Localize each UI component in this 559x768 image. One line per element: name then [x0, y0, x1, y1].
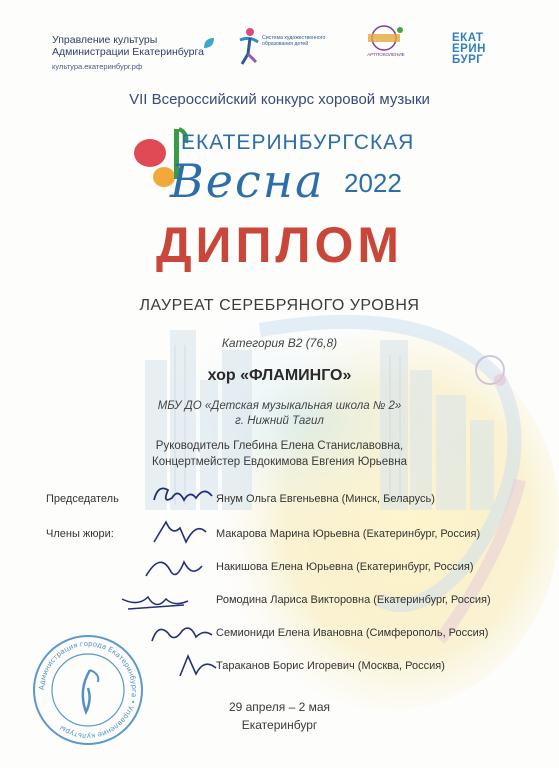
culture-logo-url: культура.екатеринбург.рф: [52, 62, 143, 71]
chair-label: Председатель: [46, 493, 119, 505]
event-logo-text: АРТПОКОЛЕНИЕ: [367, 52, 405, 57]
jury-member-5: Тараканов Борис Игоревич (Москва, Россия): [216, 660, 445, 672]
ekb-logo-line1: ЕКАТ: [452, 32, 484, 44]
seal-text: Администрация города Екатеринбурга • Управление культуры: [37, 639, 139, 741]
event-dates: 29 апреля – 2 мая: [228, 700, 331, 714]
jury-member-1: Макарова Марина Юрьевна (Екатеринбург, Россия): [216, 528, 481, 540]
signature-member-5: [174, 648, 224, 684]
leaf-icon: [202, 36, 216, 50]
signature-member-1: [146, 512, 216, 552]
system-logo-text: Система художественного образования детей: [262, 35, 326, 47]
leaders: [0, 438, 559, 470]
dancer-icon: [236, 26, 262, 66]
ekb-logo-line3: БУРГ: [452, 54, 484, 66]
accompanist-line: Концертмейстер Евдокимова Евгения Юрьевна: [152, 456, 407, 468]
contest-title: VII Всероссийский конкурс хоровой музыки: [129, 91, 430, 108]
signature-member-2: [140, 548, 210, 588]
event-city: Екатеринбург: [241, 718, 318, 732]
members-label: Члены жюри:: [46, 528, 114, 540]
brand-city: ЕКАТЕРИНБУРГСКАЯ: [181, 131, 415, 154]
ekb-city-logo: [452, 33, 512, 66]
culture-logo-line2: Администрации Екатеринбурга: [52, 46, 204, 58]
event-emblem-icon: [356, 24, 412, 52]
school-info: [0, 399, 559, 429]
signature-chair: [148, 478, 218, 514]
art-education-system-logo: [236, 24, 326, 68]
diploma-title: ДИПЛОМ: [155, 217, 404, 273]
laureate-level: ЛАУРЕАТ СЕРЕБРЯНОГО УРОВНЯ: [139, 297, 420, 314]
school-city: г. Нижний Тагил: [235, 415, 324, 427]
school-name: МБУ ДО «Детская музыкальная школа № 2»: [157, 400, 402, 412]
culture-logo-line1: Управление культуры: [52, 34, 158, 46]
brand-year: 2022: [344, 168, 402, 198]
event-logo: [356, 24, 412, 72]
jury-member-2: Накишова Елена Юрьевна (Екатеринбург, Россия): [216, 561, 474, 573]
culture-department-logo: [52, 34, 212, 71]
jury-member-3: Ромодина Лариса Викторовна (Екатеринбург, Россия): [216, 594, 491, 606]
choir-name: хор «ФЛАМИНГО»: [207, 367, 352, 384]
jury-chair-name: Янум Ольга Евгеньевна (Минск, Беларусь): [216, 493, 435, 505]
event-dates-block: [0, 698, 559, 734]
category: Категория В2 (76,8): [221, 336, 338, 350]
signature-member-4: [146, 615, 216, 651]
brand-name: Весна: [170, 154, 325, 208]
jury-member-4: Семиониди Елена Ивановна (Симферополь, Россия): [216, 627, 489, 639]
leader-line: Руководитель Глебина Елена Станиславовна,: [155, 440, 404, 452]
ekb-logo-line2: ЕРИН: [452, 43, 486, 55]
